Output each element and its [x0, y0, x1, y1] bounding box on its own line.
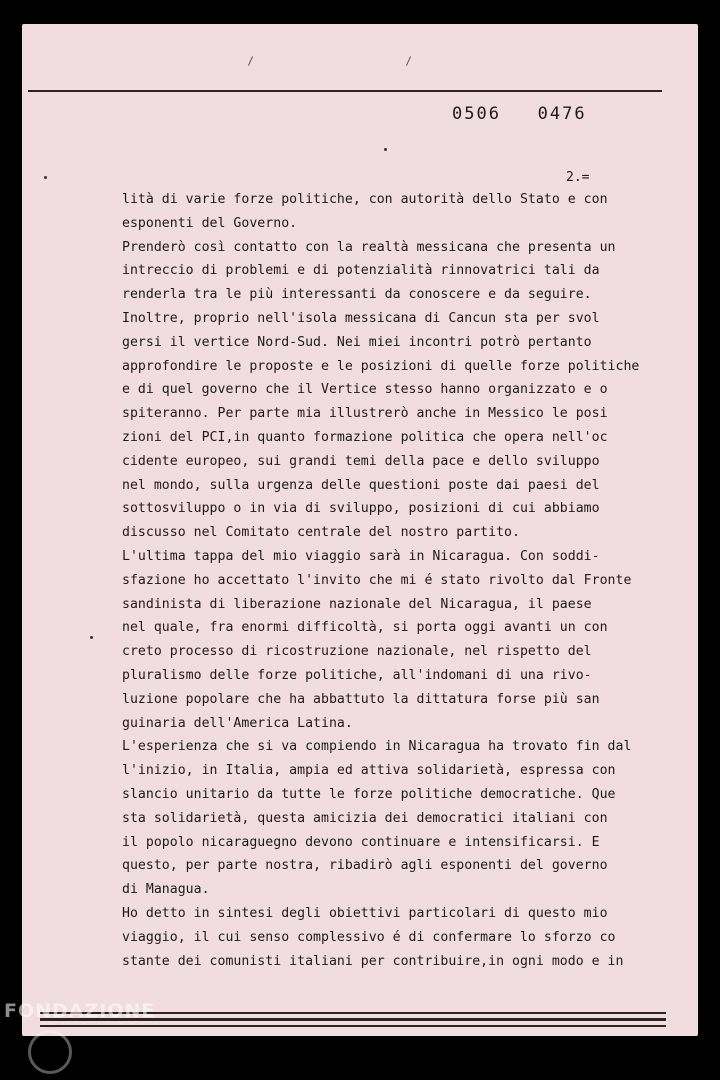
watermark-logo — [28, 1030, 72, 1074]
text-line: l'inizio, in Italia, ampia ed attiva solidarietà, espressa con — [122, 763, 616, 779]
text-line: gersi il vertice Nord-Sud. Nei miei incontri potrò pertanto — [122, 334, 592, 350]
text-line: di Managua. — [122, 882, 210, 898]
text-line: Inoltre, proprio nell'isola messicana di Cancun sta per svol — [122, 310, 600, 326]
text-line: luzione popolare che ha abbattuto la dittatura forse più san — [122, 691, 600, 707]
text-line: creto processo di ricostruzione nazionale, nel rispetto del — [122, 644, 592, 660]
text-line: pluralismo delle forze politiche, all'indomani di una rivo- — [122, 667, 592, 683]
text-line: sfazione ho accettato l'invito che mi é stato rivolto dal Fronte — [122, 572, 632, 588]
text-line: spiteranno. Per parte mia illustrerò anche in Messico le posi — [122, 406, 608, 422]
text-line: zioni del PCI,in quanto formazione politica che opera nell'oc — [122, 429, 608, 445]
text-line: intreccio di problemi e di potenzialità rinnovatrici tali da — [122, 263, 600, 279]
text-line: sta solidarietà, questa amicizia dei democratici italiani con — [122, 810, 608, 826]
text-line: il popolo nicaraguegno devono continuare e intensificarsi. E — [122, 834, 600, 850]
text-line: sottosviluppo o in via di sviluppo, posizioni di cui abbiamo — [122, 501, 600, 517]
header-rule — [28, 90, 662, 92]
text-line: stante dei comunisti italiani per contribuire,in ogni modo e in — [122, 953, 624, 969]
letter-body — [122, 188, 662, 973]
text-line: L'esperienza che si va compiendo in Nicaragua ha trovato fin dal — [122, 739, 632, 755]
decorative-dot — [90, 636, 93, 639]
footer-rule — [40, 1025, 666, 1027]
text-line: L'ultima tappa del mio viaggio sarà in Nicaragua. Con soddi- — [122, 548, 600, 564]
text-line: renderla tra le più interessanti da conoscere e da seguire. — [122, 287, 592, 303]
text-line: slancio unitario da tutte le forze politiche democratiche. Que — [122, 786, 616, 802]
text-line: lità di varie forze politiche, con autorità dello Stato e con — [122, 192, 608, 207]
decorative-dot — [384, 148, 387, 151]
text-line: e di quel governo che il Vertice stesso hanno organizzato e o — [122, 382, 608, 398]
text-line: nel quale, fra enormi difficoltà, si porta oggi avanti un con — [122, 620, 608, 636]
text-line: Ho detto in sintesi degli obiettivi particolari di questo mio — [122, 905, 608, 921]
text-line: esponenti del Governo. — [122, 215, 298, 231]
text-line: discusso nel Comitato centrale del nostro partito. — [122, 525, 520, 541]
text-line: sandinista di liberazione nazionale del Nicaragua, il paese — [122, 596, 592, 612]
text-line: questo, per parte nostra, ribadirò agli esponenti del governo — [122, 858, 608, 874]
document-number: 0506 0476 — [452, 104, 587, 124]
text-line: approfondire le proposte e le posizioni di quelle forze politiche — [122, 358, 640, 374]
page-number: 2.= — [566, 170, 590, 185]
watermark-text: FONDAZIONE — [4, 1000, 156, 1022]
text-line: nel mondo, sulla urgenza delle questioni poste dai paesi del — [122, 477, 600, 493]
text-line: viaggio, il cui senso complessivo é di confermare lo sforzo co — [122, 929, 616, 945]
text-line: guinaria dell'America Latina. — [122, 715, 353, 731]
text-line: cidente europeo, sui grandi temi della pace e dello sviluppo — [122, 453, 600, 469]
text-line: Prenderò così contatto con la realtà messicana che presenta un — [122, 239, 616, 255]
decorative-dot — [44, 176, 47, 179]
